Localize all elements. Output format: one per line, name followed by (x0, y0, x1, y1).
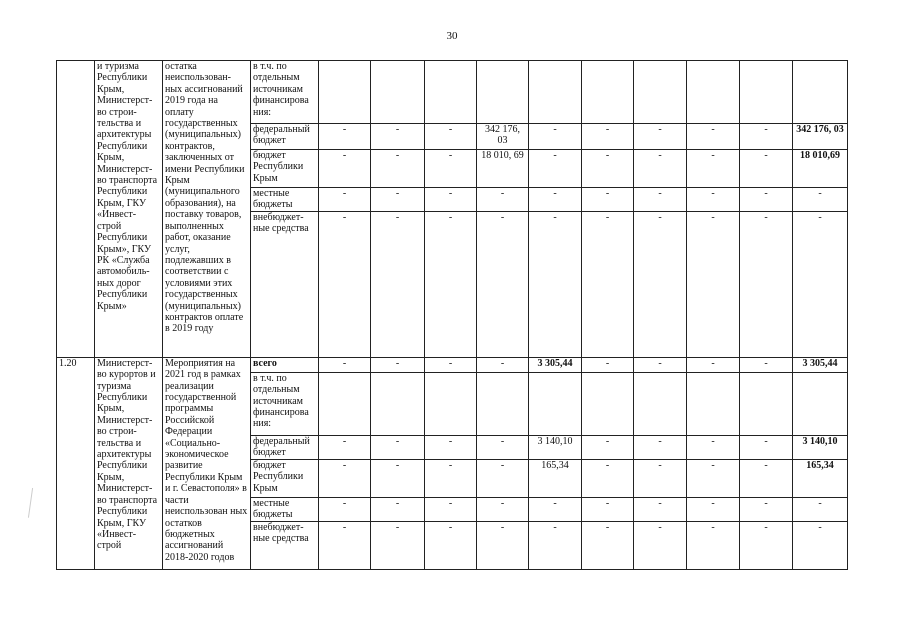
value-cell: - (425, 521, 477, 569)
value-cell (582, 61, 634, 124)
value-cell: 18 010,69 (793, 150, 848, 188)
value-cell (529, 372, 582, 435)
value-cell (634, 372, 687, 435)
value-cell: - (529, 497, 582, 521)
value-cell: - (740, 124, 793, 150)
measure-cell: остатка неиспользован-ных ассигнований 2019 года на оплату государственных (муниципальных) контрактов, заключенных от имени Республики Крым (муниципального образования), на поставку товаров, выполненных работ, оказание услуг, подлежавших в соответствии с условиями этих государственных (муниципальных) контрактов оплате в 2019 году (163, 61, 251, 358)
value-cell: - (477, 357, 529, 372)
value-cell: - (634, 521, 687, 569)
value-cell (740, 372, 793, 435)
value-cell: - (477, 188, 529, 212)
row-number-cell (57, 61, 95, 358)
value-cell: 3 140,10 (529, 435, 582, 459)
value-cell: - (740, 150, 793, 188)
source-cell: федеральный бюджет (251, 435, 319, 459)
value-cell: - (319, 435, 371, 459)
value-cell: - (319, 150, 371, 188)
value-cell: - (477, 211, 529, 357)
value-cell: 3 305,44 (793, 357, 848, 372)
value-cell: - (793, 188, 848, 212)
value-cell: - (687, 521, 740, 569)
value-cell: - (740, 211, 793, 357)
value-cell: - (477, 435, 529, 459)
value-cell: - (634, 497, 687, 521)
value-cell: - (425, 124, 477, 150)
value-cell: - (687, 459, 740, 497)
value-cell: - (634, 211, 687, 357)
executor-cell: и туризма Республики Крым, Министерст-во строи-тельства и архитектуры Республики Крым, Министерст-во транспорта Республики Крым, ГКУ «Инвест-строй Республики Крым», ГКУ РК «Служба автомобиль-ных дорог Республики Крым» (95, 61, 163, 358)
value-cell: - (740, 497, 793, 521)
value-cell: - (634, 188, 687, 212)
value-cell: 165,34 (529, 459, 582, 497)
value-cell: - (582, 497, 634, 521)
value-cell (687, 372, 740, 435)
value-cell (477, 61, 529, 124)
value-cell: - (740, 357, 793, 372)
source-cell: местные бюджеты (251, 188, 319, 212)
value-cell: - (425, 459, 477, 497)
value-cell (477, 372, 529, 435)
table-row (57, 357, 848, 372)
value-cell: - (319, 497, 371, 521)
table-row (57, 61, 848, 124)
value-cell: - (425, 357, 477, 372)
value-cell (425, 61, 477, 124)
value-cell: - (425, 435, 477, 459)
value-cell: - (529, 124, 582, 150)
value-cell: - (582, 211, 634, 357)
value-cell: - (477, 459, 529, 497)
value-cell (319, 372, 371, 435)
value-cell: 3 140,10 (793, 435, 848, 459)
value-cell: - (371, 150, 425, 188)
value-cell: - (582, 459, 634, 497)
executor-cell: Министерст-во курортов и туризма Республики Крым, Министерст-во строи-тельства и архитектуры Республики Крым, Министерст-во транспорта Республики Крым, ГКУ «Инвест-строй (95, 357, 163, 569)
value-cell (740, 61, 793, 124)
value-cell: - (425, 150, 477, 188)
value-cell: - (582, 188, 634, 212)
value-cell: - (477, 497, 529, 521)
value-cell: - (687, 188, 740, 212)
value-cell (371, 61, 425, 124)
value-cell: - (687, 497, 740, 521)
value-cell: - (371, 497, 425, 521)
value-cell: - (319, 521, 371, 569)
value-cell: - (529, 188, 582, 212)
source-cell: местные бюджеты (251, 497, 319, 521)
value-cell: - (319, 357, 371, 372)
source-cell: в т.ч. по отдельным источникам финансирова ния: (251, 61, 319, 124)
value-cell: - (740, 459, 793, 497)
value-cell: 342 176, 03 (477, 124, 529, 150)
value-cell: - (582, 150, 634, 188)
value-cell (529, 61, 582, 124)
value-cell (425, 372, 477, 435)
value-cell (319, 61, 371, 124)
source-cell: всего (251, 357, 319, 372)
value-cell: - (319, 188, 371, 212)
value-cell (582, 372, 634, 435)
page-number: 30 (446, 30, 458, 42)
value-cell (371, 372, 425, 435)
value-cell: 165,34 (793, 459, 848, 497)
source-cell: бюджет Республики Крым (251, 150, 319, 188)
value-cell: - (793, 521, 848, 569)
value-cell: - (740, 435, 793, 459)
value-cell: - (634, 435, 687, 459)
value-cell: - (687, 150, 740, 188)
value-cell: - (687, 357, 740, 372)
value-cell: - (687, 435, 740, 459)
value-cell: - (582, 435, 634, 459)
source-cell: в т.ч. по отдельным источникам финансирова ния: (251, 372, 319, 435)
value-cell: - (425, 188, 477, 212)
value-cell: - (425, 211, 477, 357)
value-cell: - (319, 211, 371, 357)
value-cell: - (319, 124, 371, 150)
value-cell: - (371, 435, 425, 459)
value-cell: - (634, 124, 687, 150)
row-number-cell: 1.20 (57, 357, 95, 569)
value-cell: - (740, 521, 793, 569)
value-cell: - (371, 521, 425, 569)
scan-mark (28, 488, 35, 518)
value-cell: 342 176, 03 (793, 124, 848, 150)
value-cell: - (529, 211, 582, 357)
source-cell: бюджет Республики Крым (251, 459, 319, 497)
value-cell: - (634, 150, 687, 188)
value-cell: - (634, 459, 687, 497)
value-cell: - (529, 521, 582, 569)
value-cell: - (477, 521, 529, 569)
measure-cell: Мероприятия на 2021 год в рамках реализации государственной программы Российской Федерации «Социально-экономическое развитие Республики Крым и г. Севастополя» в части неиспользован ных остатков бюджетных ассигнований 2018-2020 годов (163, 357, 251, 569)
source-cell: внебюджет-ные средства (251, 521, 319, 569)
source-cell: федеральный бюджет (251, 124, 319, 150)
value-cell: - (371, 211, 425, 357)
value-cell (793, 372, 848, 435)
value-cell: 3 305,44 (529, 357, 582, 372)
value-cell: - (740, 188, 793, 212)
value-cell: 18 010, 69 (477, 150, 529, 188)
value-cell: - (793, 497, 848, 521)
value-cell: - (371, 357, 425, 372)
value-cell: - (371, 124, 425, 150)
value-cell (793, 61, 848, 124)
budget-table (56, 60, 848, 570)
source-cell: внебюджет-ные средства (251, 211, 319, 357)
value-cell: - (319, 459, 371, 497)
value-cell (687, 61, 740, 124)
value-cell: - (687, 211, 740, 357)
value-cell: - (687, 124, 740, 150)
value-cell: - (634, 357, 687, 372)
value-cell: - (582, 357, 634, 372)
value-cell: - (371, 459, 425, 497)
value-cell: - (582, 124, 634, 150)
value-cell: - (793, 211, 848, 357)
value-cell (634, 61, 687, 124)
value-cell: - (425, 497, 477, 521)
value-cell: - (529, 150, 582, 188)
value-cell: - (371, 188, 425, 212)
value-cell: - (582, 521, 634, 569)
